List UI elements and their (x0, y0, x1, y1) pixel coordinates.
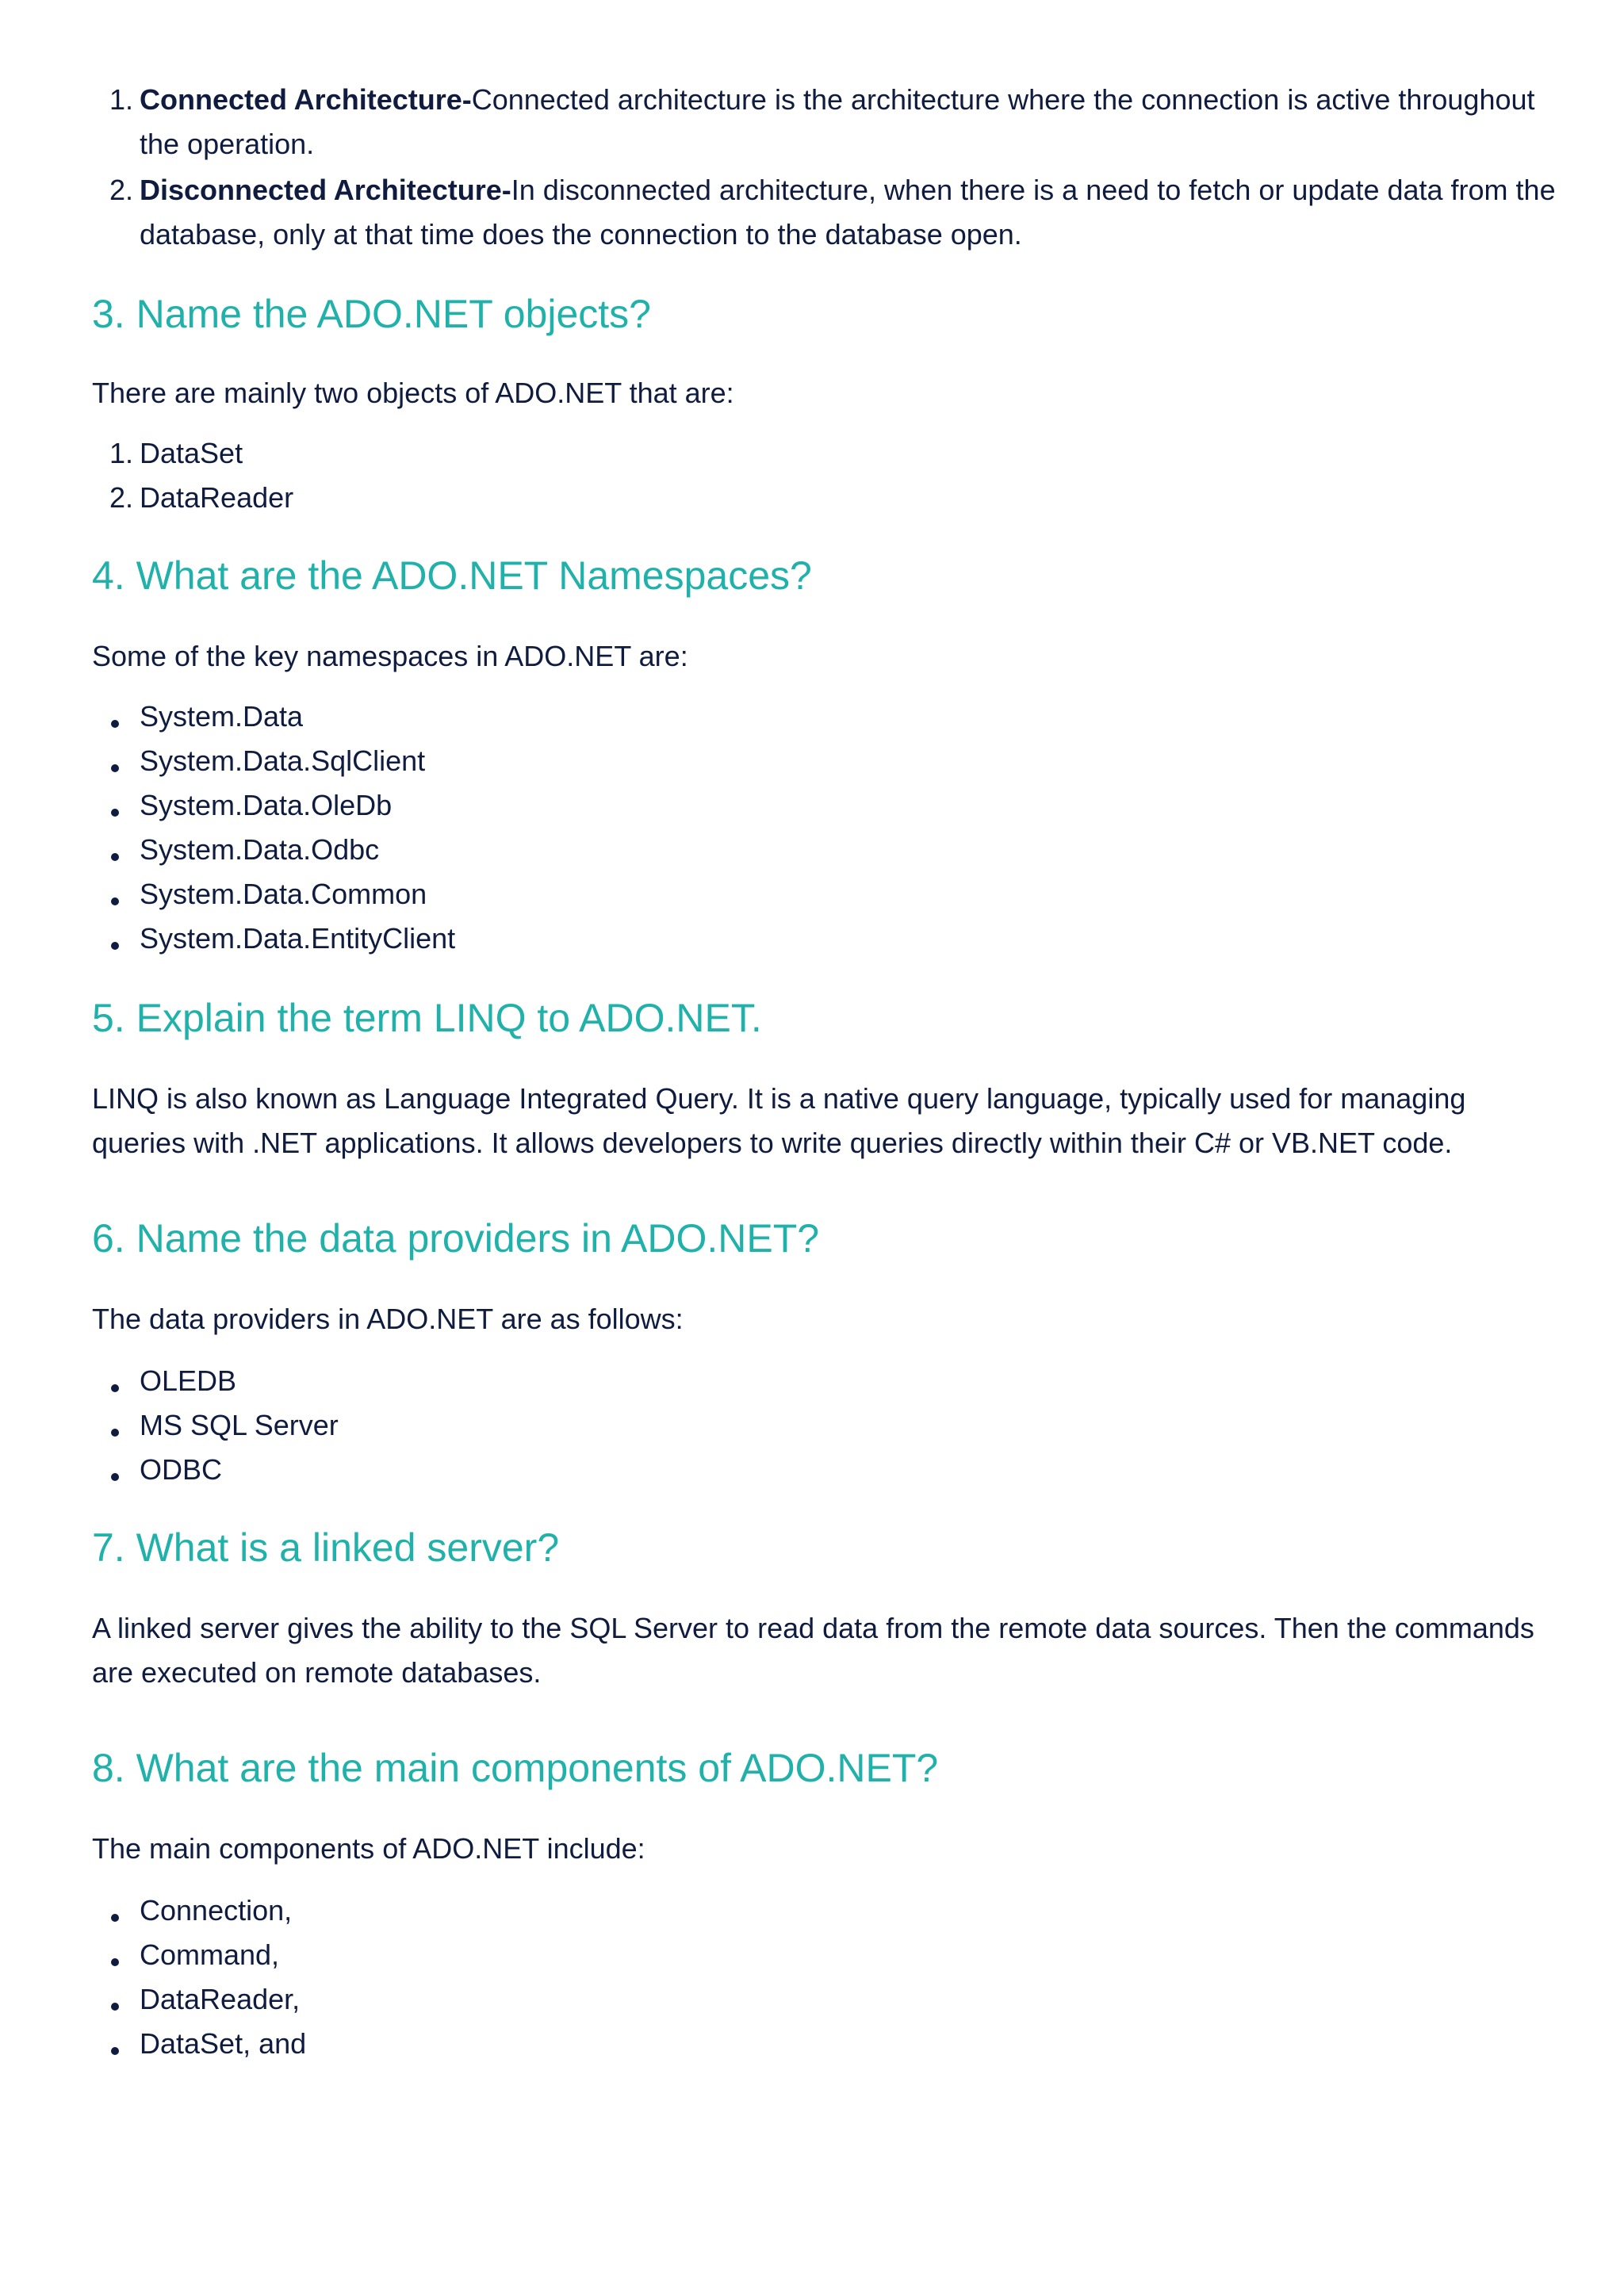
list-item (92, 695, 1567, 739)
list-item-text: DataReader, (140, 1983, 301, 2015)
section-intro-q8: The main components of ADO.NET include: (92, 1832, 645, 1865)
bullet-icon (111, 1958, 119, 1966)
list-item (92, 828, 1567, 872)
bullet-icon (111, 764, 119, 772)
list-item-text: DataSet (140, 437, 243, 469)
list-number: 2. (109, 174, 134, 206)
section-heading-q3: 3. Name the ADO.NET objects? (92, 292, 651, 336)
list-item (92, 1403, 1567, 1448)
section-body-q7: A linked server gives the ability to the SQL Server to read data from the remote data sources. Then the commands are executed on remote databases. (92, 1612, 1534, 1689)
bullet-icon (111, 809, 119, 817)
term-description: In disconnected architecture, when there is a need to fetch or update data from the database, only at that time does the connection to the database open. (140, 174, 1556, 251)
list-item-text: Command, (140, 1938, 280, 1971)
data-providers-list (92, 1359, 1567, 1492)
list-item (92, 1977, 1567, 2022)
bullet-icon (111, 1429, 119, 1437)
section-intro-q6: The data providers in ADO.NET are as follows: (92, 1303, 684, 1335)
list-item-text: Connection, (140, 1894, 293, 1927)
list-item (92, 1448, 1567, 1492)
term-label: Connected Architecture- (140, 83, 472, 116)
list-item-text: OLEDB (140, 1364, 237, 1397)
bullet-icon (111, 942, 119, 950)
bullet-icon (111, 2047, 119, 2055)
bullet-icon (111, 1384, 119, 1392)
bullet-icon (111, 853, 119, 861)
bullet-icon (111, 1473, 119, 1481)
list-item-text: System.Data.SqlClient (140, 744, 426, 777)
list-item (92, 431, 1567, 476)
list-item (92, 872, 1567, 916)
list-number: 1. (109, 83, 134, 116)
list-item (92, 783, 1567, 828)
list-item (92, 1933, 1567, 1977)
bullet-icon (111, 1914, 119, 1922)
list-item (92, 1888, 1567, 1933)
list-number: 2. (109, 481, 134, 514)
document-page (92, 78, 1567, 2066)
section-intro-q3: There are mainly two objects of ADO.NET that are: (92, 377, 734, 409)
architecture-list (92, 78, 1567, 257)
list-item-text: System.Data.Odbc (140, 833, 380, 866)
list-item (92, 916, 1567, 961)
section-body-q5: LINQ is also known as Language Integrated Query. It is a native query language, typically used for managing queries with .NET applications. It allows developers to write queries directly within their C# or VB.NET code. (92, 1082, 1466, 1159)
list-item (92, 476, 1567, 520)
list-number: 1. (109, 437, 134, 469)
list-item (92, 1359, 1567, 1403)
bullet-icon (111, 2003, 119, 2011)
list-item-text: System.Data.OleDb (140, 789, 393, 821)
list-item-text: DataSet, and (140, 2027, 307, 2060)
list-item (92, 78, 1567, 166)
list-item-text: MS SQL Server (140, 1409, 339, 1441)
namespaces-list (92, 695, 1567, 961)
section-heading-q7: 7. What is a linked server? (92, 1525, 560, 1570)
section-heading-q8: 8. What are the main components of ADO.NET? (92, 1746, 939, 1790)
list-item (92, 739, 1567, 783)
term-label: Disconnected Architecture- (140, 174, 511, 206)
list-item-text: System.Data.EntityClient (140, 922, 456, 955)
list-item-text: System.Data.Common (140, 878, 427, 910)
term-description: Connected architecture is the architecture where the connection is active throughout the operation. (140, 83, 1535, 160)
list-item (92, 2022, 1567, 2066)
section-heading-q4: 4. What are the ADO.NET Namespaces? (92, 553, 812, 598)
ado-objects-list (92, 431, 1567, 520)
bullet-icon (111, 720, 119, 728)
list-item-text: ODBC (140, 1453, 223, 1486)
list-item (92, 168, 1567, 257)
list-item-text: DataReader (140, 481, 294, 514)
section-heading-q5: 5. Explain the term LINQ to ADO.NET. (92, 996, 762, 1040)
bullet-icon (111, 897, 119, 905)
section-heading-q6: 6. Name the data providers in ADO.NET? (92, 1216, 820, 1261)
section-intro-q4: Some of the key namespaces in ADO.NET are: (92, 640, 688, 672)
list-item-text: System.Data (140, 700, 304, 733)
components-list (92, 1888, 1567, 2066)
